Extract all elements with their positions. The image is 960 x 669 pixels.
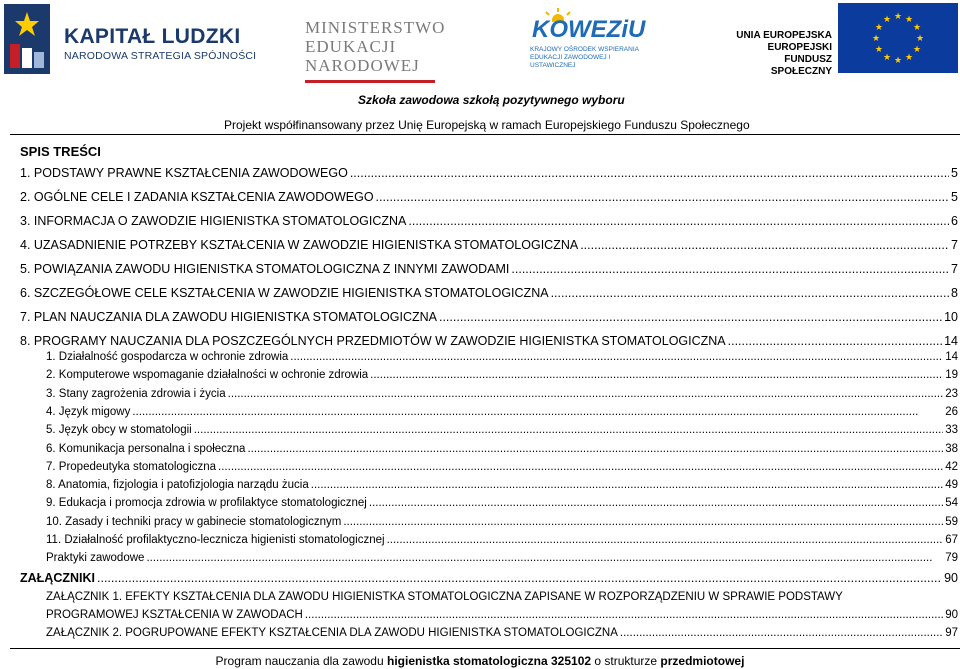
toc-entry-page: 79: [945, 552, 958, 565]
header-divider: [10, 134, 960, 135]
toc-entry-label: Praktyki zawodowe: [46, 552, 145, 565]
toc-entry-label: 8. Anatomia, fizjologia i patofizjologia narządu żucia: [46, 479, 309, 492]
footer-middle: o strukturze: [591, 654, 661, 668]
toc-entry[interactable]: [46, 497, 958, 509]
toc-entry-page: 14: [945, 351, 958, 363]
toc-dot-leader: [290, 351, 943, 363]
eu-star-icon: ★: [893, 11, 903, 21]
ue-line-2: EUROPEJSKI: [767, 42, 832, 53]
toc-entry-label: PROGRAMOWEJ KSZTAŁCENIA W ZAWODACH: [46, 609, 303, 621]
toc-entry[interactable]: [20, 334, 958, 348]
toc-entry[interactable]: [20, 190, 958, 204]
men-line-3: NARODOWEJ: [305, 56, 420, 75]
toc-entry-label: 5. Język obcy w stomatologii: [46, 424, 192, 437]
toc-entry-page: 23: [945, 387, 958, 400]
koweziu-subtitle: KRAJOWY OŚRODEK WSPIERANIA EDUKACJI ZAWODOWEJ I USTAWICZNEJ: [530, 46, 639, 69]
toc-entry-page: 14: [944, 334, 958, 348]
toc-dot-leader: [376, 190, 950, 204]
toc-entry-page: 10: [944, 310, 958, 324]
men-line-2: EDUKACJI: [305, 37, 397, 56]
project-cofinancing-note: Projekt współfinansowany przez Unię Europejską w ramach Europejskiego Funduszu Społecznego: [224, 118, 750, 132]
toc-entry-page: 8: [951, 286, 958, 300]
toc-entry-label: 2. Komputerowe wspomaganie działalności w ochronie zdrowia: [46, 369, 369, 382]
toc-dot-leader: [228, 388, 944, 400]
eu-star-icon: ★: [882, 13, 892, 24]
toc-entry-label: 7. PLAN NAUCZANIA DLA ZAWODU HIGIENISTKA STOMATOLOGICZNA: [20, 310, 437, 324]
ue-line-1: UNIA EUROPEJSKA: [736, 30, 832, 41]
project-slogan: Szkoła zawodowa szkołą pozytywnego wyboru: [358, 93, 625, 107]
toc-annex-1-line-1: ZAŁĄCZNIK 1. EFEKTY KSZTAŁCENIA DLA ZAWODU HIGIENISTKA STOMATOLOGICZNA ZAPISANE W ROZPORZĄDZENIU W SPRAWIE PODSTAWY: [46, 591, 843, 603]
toc-entry-label: 7. Propedeutyka stomatologiczna: [46, 460, 217, 473]
toc-dot-leader: [97, 571, 942, 585]
toc-dot-leader: [387, 534, 944, 546]
toc-entry-page: 90: [945, 609, 958, 621]
kapital-ludzki-emblem-icon: [4, 4, 50, 74]
toc-entry[interactable]: [46, 627, 958, 639]
toc-entry[interactable]: [46, 552, 958, 564]
toc-entry[interactable]: [46, 461, 958, 473]
eu-star-icon: ★: [915, 33, 925, 43]
toc-dot-leader: [132, 406, 943, 418]
toc-entry-page: 26: [945, 405, 958, 418]
toc-entry[interactable]: [20, 166, 958, 180]
toc-entry-label: 1. PODSTAWY PRAWNE KSZTAŁCENIA ZAWODOWEGO: [20, 166, 348, 180]
ue-efs-text: [732, 30, 832, 78]
footer-structure: przedmiotowej: [660, 654, 745, 668]
toc-dot-leader: [728, 334, 942, 348]
toc-entry-page: 19: [945, 369, 958, 382]
toc-entry-label: 11. Działalność profilaktyczno-lecznicza higienisti stomatologicznej: [46, 534, 385, 546]
toc-entry-page: 90: [944, 571, 958, 585]
footer-text: [0, 654, 960, 668]
toc-entry[interactable]: [46, 369, 958, 381]
toc-dot-leader: [370, 369, 943, 381]
toc-entry-label: 4. UZASADNIENIE POTRZEBY KSZTAŁCENIA W ZAWODZIE HIGIENISTKA STOMATOLOGICZNA: [20, 238, 579, 252]
toc-dot-leader: [194, 424, 943, 436]
footer-prefix: Program nauczania dla zawodu: [215, 654, 387, 668]
toc-entry[interactable]: [20, 262, 958, 276]
toc-entry[interactable]: [46, 406, 958, 418]
toc-entry-page: 49: [945, 479, 958, 492]
toc-entry-label: 3. INFORMACJA O ZAWODZIE HIGIENISTKA STOMATOLOGICZNA: [20, 214, 407, 228]
toc-entry-label: 9. Edukacja i promocja zdrowia w profilaktyce stomatologicznej: [46, 497, 367, 510]
toc-dot-leader: [146, 552, 943, 564]
toc-entry[interactable]: [46, 516, 958, 528]
toc-entry-label: ZAŁĄCZNIK 2. POGRUPOWANE EFEKTY KSZTAŁCENIA DLA ZAWODU HIGIENISTKA STOMATOLOGICZNA: [46, 627, 618, 639]
toc-entry-page: 59: [945, 515, 958, 528]
toc-entry[interactable]: [20, 214, 958, 228]
toc-dot-leader: [580, 238, 949, 252]
eu-star-icon: ★: [904, 52, 914, 63]
toc-entry-label: 2. OGÓLNE CELE I ZADANIA KSZTAŁCENIA ZAWODOWEGO: [20, 190, 374, 204]
toc-entry-label: ZAŁĄCZNIKI: [20, 571, 95, 585]
men-logo: [305, 18, 445, 75]
toc-dot-leader: [350, 166, 949, 180]
men-red-bar: [305, 80, 435, 83]
toc-entry-label: 4. Język migowy: [46, 405, 131, 418]
toc-dot-leader: [218, 461, 943, 473]
toc-entry-page: 7: [951, 238, 958, 252]
toc-entry[interactable]: [20, 571, 958, 585]
eu-star-icon: ★: [882, 52, 892, 63]
toc-title: SPIS TREŚCI: [20, 144, 101, 159]
toc-dot-leader: [247, 443, 943, 455]
toc-entry[interactable]: [20, 238, 958, 252]
toc-entry[interactable]: [20, 286, 958, 300]
eu-star-icon: ★: [874, 22, 883, 32]
toc-entry-page: 7: [951, 262, 958, 276]
eu-star-icon: ★: [904, 13, 914, 24]
toc-entry[interactable]: [46, 479, 958, 491]
eu-star-icon: ★: [913, 22, 922, 32]
toc-entry[interactable]: [46, 388, 958, 400]
toc-entry-label: 10. Zasady i techniki pracy w gabinecie stomatologicznym: [46, 515, 342, 528]
men-line-1: MINISTERSTWO: [305, 18, 446, 37]
toc-dot-leader: [551, 286, 949, 300]
toc-entry-page: 5: [951, 166, 958, 180]
toc-entry-label: 1. Działalność gospodarcza w ochronie zdrowia: [46, 351, 289, 363]
kapital-ludzki-title: KAPITAŁ LUDZKI: [64, 25, 241, 48]
toc-entry[interactable]: [20, 310, 958, 324]
koweziu-logo: KOWEZiU: [532, 16, 646, 43]
toc-entry-page: 5: [951, 190, 958, 204]
ue-line-3: FUNDUSZ SPOŁECZNY: [770, 54, 832, 77]
toc-dot-leader: [620, 627, 943, 639]
toc-entry-label: 6. SZCZEGÓŁOWE CELE KSZTAŁCENIA W ZAWODZIE HIGIENISTKA STOMATOLOGICZNA: [20, 286, 549, 300]
kapital-ludzki-subtitle: NARODOWA STRATEGIA SPÓJNOŚCI: [64, 50, 257, 62]
eu-star-icon: ★: [871, 33, 881, 43]
toc-entry-page: 42: [945, 460, 958, 473]
kapital-ludzki-logo: [4, 4, 50, 74]
toc-entry[interactable]: [46, 351, 958, 363]
toc-entry-label: 5. POWIĄZANIA ZAWODU HIGIENISTKA STOMATOLOGICZNA Z INNYMI ZAWODAMI: [20, 262, 510, 276]
toc-entry-page: 38: [945, 442, 958, 455]
eu-flag-icon: [838, 3, 958, 73]
toc-dot-leader: [439, 310, 942, 324]
eu-star-icon: ★: [913, 44, 922, 54]
toc-dot-leader: [369, 497, 943, 509]
toc-entry[interactable]: [46, 424, 958, 436]
toc-entry-page: 6: [951, 214, 958, 228]
toc-entry-label: 8. PROGRAMY NAUCZANIA DLA POSZCZEGÓLNYCH PRZEDMIOTÓW W ZAWODZIE HIGIENISTKA STOMATOLOGICZNA: [20, 334, 726, 348]
toc-dot-leader: [305, 609, 943, 621]
toc-entry-page: 54: [945, 497, 958, 510]
toc-entry-page: 67: [945, 534, 958, 546]
toc-dot-leader: [511, 262, 949, 276]
toc-entry-page: 97: [945, 627, 958, 639]
toc-entry[interactable]: [46, 609, 958, 621]
toc-entry[interactable]: [46, 534, 958, 546]
eu-star-icon: ★: [893, 55, 903, 65]
toc-entry-label: 6. Komunikacja personalna i społeczna: [46, 442, 246, 455]
toc-dot-leader: [343, 516, 943, 528]
toc-entry-label: 3. Stany zagrożenia zdrowia i życia: [46, 387, 226, 400]
footer-divider: [10, 648, 960, 649]
footer-profession: higienistka stomatologiczna 325102: [386, 654, 592, 668]
eu-star-icon: ★: [874, 44, 883, 54]
toc-entry[interactable]: [46, 443, 958, 455]
toc-dot-leader: [311, 479, 943, 491]
toc-dot-leader: [408, 214, 949, 228]
toc-entry-page: 33: [945, 424, 958, 437]
